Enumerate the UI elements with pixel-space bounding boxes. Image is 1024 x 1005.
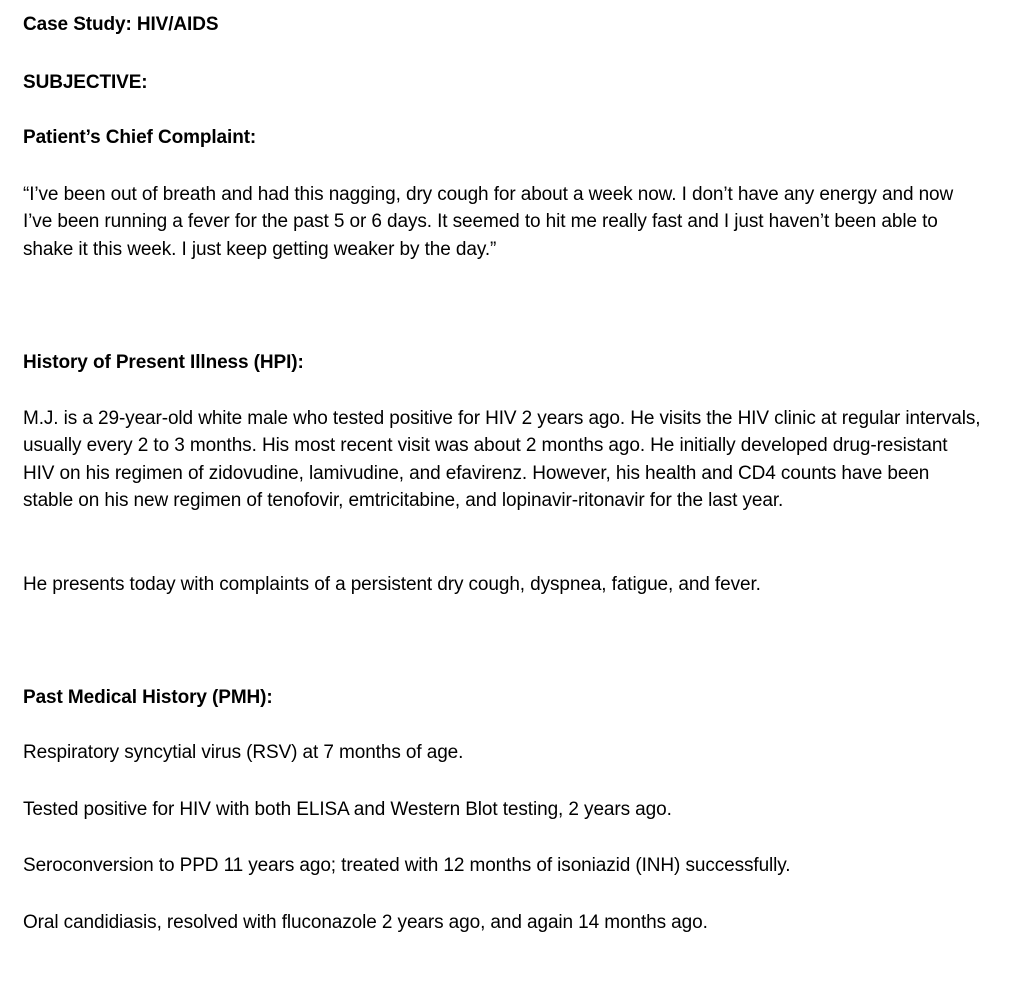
pmh-item: Tested positive for HIV with both ELISA and Western Blot testing, 2 years ago.: [23, 799, 672, 820]
pmh-item: Oral candidiasis, resolved with fluconazole 2 years ago, and again 14 months ago.: [23, 912, 708, 933]
pmh-item: Seroconversion to PPD 11 years ago; treated with 12 months of isoniazid (INH) successfully.: [23, 855, 791, 876]
hpi-heading: History of Present Illness (HPI):: [23, 352, 304, 373]
chief-complaint-text: “I’ve been out of breath and had this nagging, dry cough for about a week now. I don’t have any energy and now I’ve been running a fever for the past 5 or 6 days. It seemed to hit me really fast and I just haven’t been able to shake it this week. I just keep getting weaker by the day.”: [23, 184, 954, 260]
pmh-item: Respiratory syncytial virus (RSV) at 7 months of age.: [23, 742, 464, 763]
pmh-heading: Past Medical History (PMH):: [23, 687, 273, 708]
subjective-heading: SUBJECTIVE:: [23, 72, 148, 93]
hpi-paragraph-2: He presents today with complaints of a persistent dry cough, dyspnea, fatigue, and fever.: [23, 574, 761, 595]
document-title: Case Study: HIV/AIDS: [23, 14, 219, 35]
hpi-paragraph-1: M.J. is a 29-year-old white male who tested positive for HIV 2 years ago. He visits the HIV clinic at regular intervals, usually every 2 to 3 months. His most recent visit was about 2 months ago. He initially developed drug-resistant HIV on his regimen of zidovudine, lamivudine, and efavirenz. However, his health and CD4 counts have been stable on his new regimen of tenofovir, emtricitabine, and lopinavir-ritonavir for the last year.: [23, 408, 981, 511]
chief-complaint-heading: Patient’s Chief Complaint:: [23, 127, 257, 148]
